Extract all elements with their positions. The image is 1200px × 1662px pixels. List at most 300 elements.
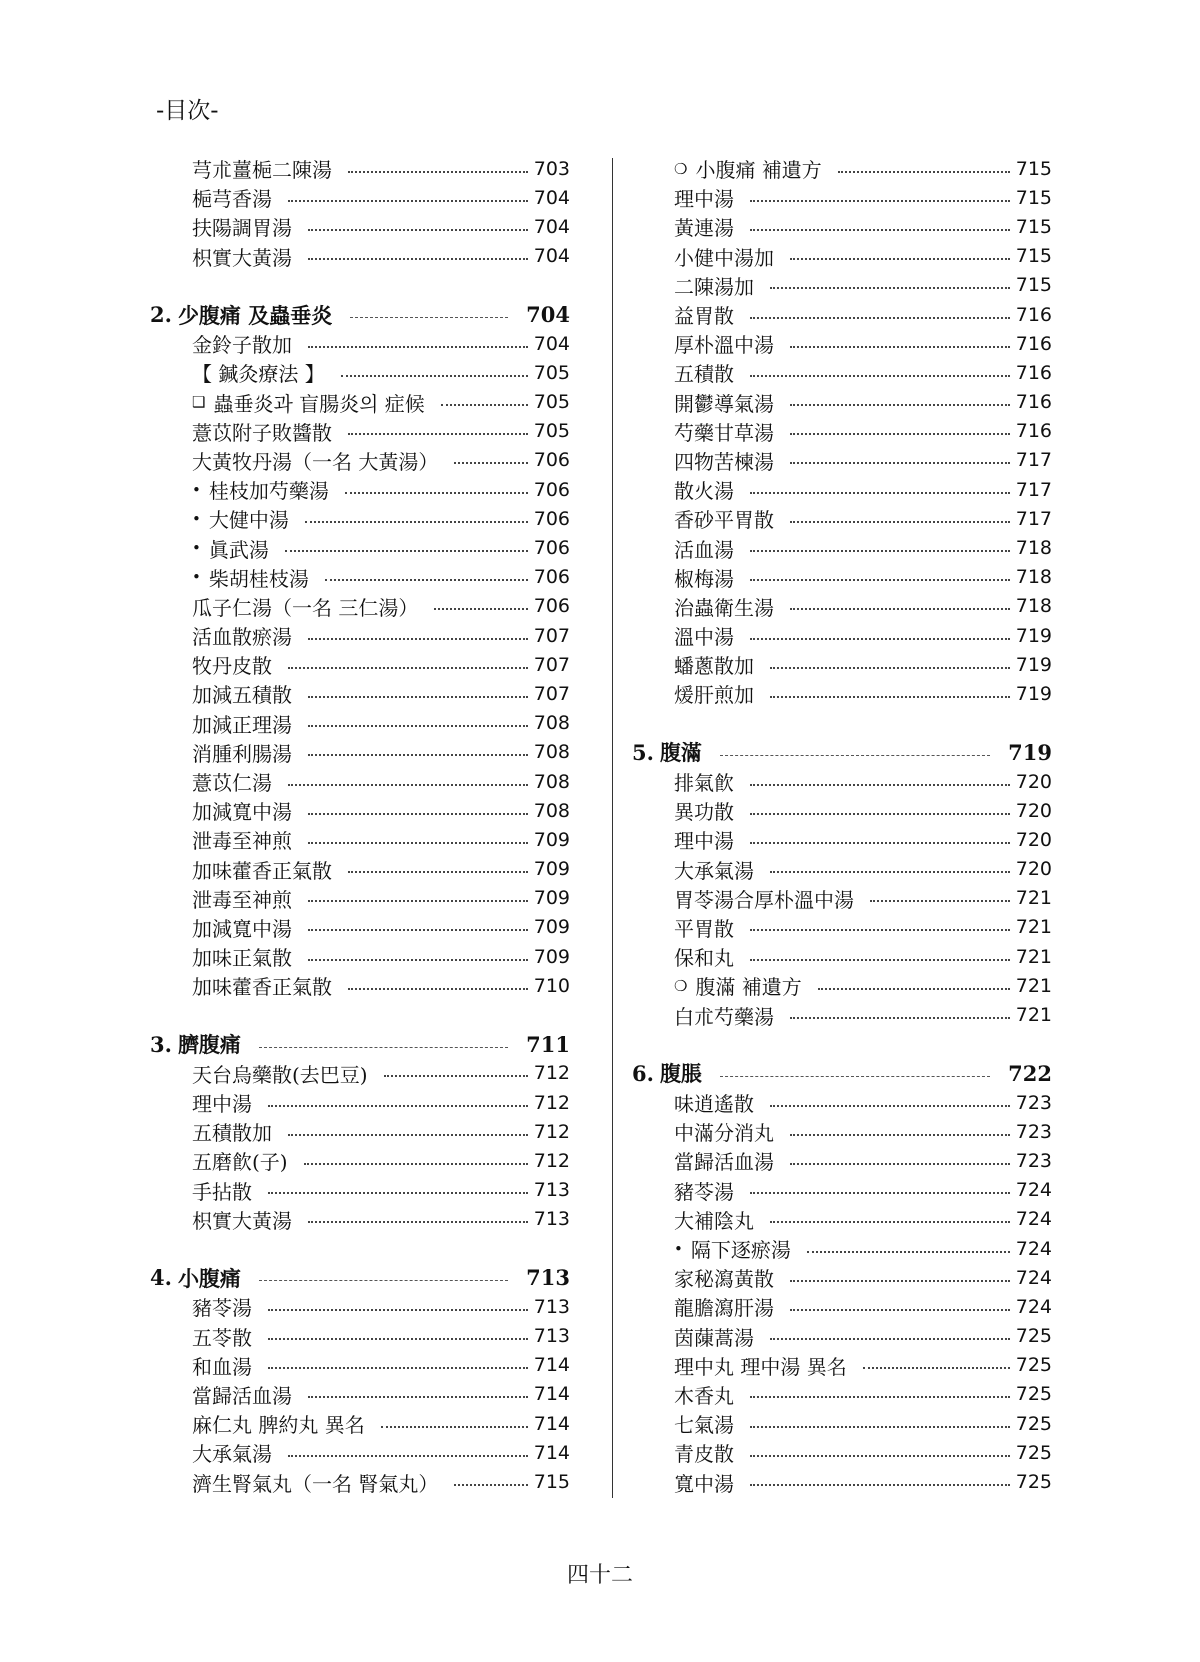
bullet-marker: • [192,480,201,499]
dot-leader [750,1192,1010,1194]
page-ref: 716 [1015,303,1052,326]
page-ref: 715 [1015,215,1052,238]
page-ref: 704 [533,245,570,268]
toc-entry [632,1292,1052,1321]
entry-name: 加味藿香正氣散 [192,858,332,883]
toc-entry [632,825,1052,854]
page-ref: 717 [1015,449,1052,472]
toc-entry [150,942,570,971]
bullet-marker: ❍ [674,976,688,995]
toc-entry [632,679,1052,708]
entry-name: 加味藿香正氣散 [192,975,332,1000]
entry-name: 加減寬中湯 [192,916,292,941]
entry-name: 芎朮薑梔二陳湯 [192,158,332,183]
dot-leader [308,900,528,902]
page-ref: 722 [1008,1060,1052,1086]
dot-leader [268,1105,528,1107]
toc-entry [632,971,1052,1000]
page-ref: 714 [533,1383,570,1406]
entry-name: 溫中湯 [674,625,734,650]
entry-name: 中滿分消丸 [674,1121,774,1146]
dot-leader [348,871,528,873]
dot-leader [348,988,528,990]
page-ref: 716 [1015,391,1052,414]
page-ref: 719 [1015,624,1052,647]
entry-name: 益胃散 [674,304,734,329]
dot-leader [750,929,1010,931]
dot-leader [288,1455,528,1457]
entry-name: 四物苦楝湯 [674,449,774,474]
dot-leader [750,375,1010,377]
entry-name: 二陳湯加 [674,274,754,299]
toc-entry [150,446,570,475]
toc-entry [150,1438,570,1467]
entry-name: 寬中湯 [674,1471,734,1496]
toc-entry [150,1322,570,1351]
dot-leader [304,1163,528,1165]
dot-leader [308,725,528,727]
entry-name: 豬苓湯 [674,1179,734,1204]
section-number: 5. [632,739,654,765]
entry-name: 味逍遙散 [674,1092,754,1117]
toc-entry [632,300,1052,329]
entry-name: 散火湯 [674,479,734,504]
entry-name: 隔下逐瘀湯 [690,1238,791,1263]
section-title: 少腹痛 及蟲垂炎 [177,302,333,328]
dot-leader [288,784,528,786]
page-ref: 725 [1015,1441,1052,1464]
page-ref: 715 [1015,157,1052,180]
page-ref: 720 [1015,828,1052,851]
toc-entry [632,271,1052,300]
page-ref: 708 [533,770,570,793]
toc-entry [150,329,570,358]
entry-name: 手拈散 [192,1179,252,1204]
page-ref: 721 [1015,916,1052,939]
page-ref: 706 [533,507,570,530]
page-ref: 714 [533,1412,570,1435]
page-number: 四十二 [566,1563,633,1588]
dot-leader [770,1221,1010,1223]
column-divider [612,158,613,1498]
entry-name: 桂枝加芍藥湯 [208,479,329,504]
entry-name: 泄毒至神煎 [192,829,292,854]
dot-leader [790,433,1010,435]
dot-leader [818,988,1010,990]
dot-leader [790,521,1010,523]
bullet-marker: ❑ [192,393,206,412]
toc-entry [632,1176,1052,1205]
page-ref: 715 [1015,245,1052,268]
toc-entry [632,796,1052,825]
page-ref: 723 [1015,1091,1052,1114]
entry-name: 大補陰丸 [674,1208,754,1233]
dot-leader [348,171,528,173]
entry-name: 加味正氣散 [192,946,292,971]
page-ref: 715 [1015,186,1052,209]
toc-entry [150,621,570,650]
dot-leader [348,433,528,435]
toc-entry [150,738,570,767]
page-ref: 709 [533,945,570,968]
page-ref: 706 [533,478,570,501]
page-ref: 706 [533,449,570,472]
toc-entry [632,1205,1052,1234]
page-ref: 717 [1015,507,1052,530]
entry-name: 煖肝煎加 [674,683,754,708]
entry-name: 治蟲衛生湯 [674,595,774,620]
page-ref: 725 [1015,1383,1052,1406]
page-ref: 724 [1015,1208,1052,1231]
dot-leader [308,842,528,844]
entry-name: 胃苓湯合厚朴溫中湯 [674,887,854,912]
page-ref: 724 [1015,1266,1052,1289]
dot-leader [838,171,1010,173]
dot-leader [381,1426,528,1428]
entry-name: 加減五積散 [192,683,292,708]
toc-entry [632,1117,1052,1146]
entry-name: 蟠蔥散加 [674,654,754,679]
page-ref: 723 [1015,1120,1052,1143]
entry-name: 大健中湯 [208,508,289,533]
page-ref: 714 [533,1441,570,1464]
toc-entry [632,329,1052,358]
dot-leader [259,1047,508,1048]
entry-name: 黃連湯 [674,216,734,241]
entry-name: 柴胡桂枝湯 [208,566,309,591]
dot-leader [750,1484,1010,1486]
page-ref: 709 [533,828,570,851]
dot-leader [305,521,528,523]
toc-entry [150,679,570,708]
toc-entry [150,1409,570,1438]
dot-leader [308,696,528,698]
page-ref: 712 [533,1120,570,1143]
toc-entry [632,1351,1052,1380]
toc-entry [150,1351,570,1380]
dot-leader [790,462,1010,464]
toc-entry [150,592,570,621]
entry-name: 木香丸 [674,1383,734,1408]
page-ref: 708 [533,799,570,822]
toc-left-column [150,154,570,1497]
entry-name: 五積散 [674,362,734,387]
dot-leader [750,317,1010,319]
dot-leader [341,375,528,377]
dot-leader [350,317,508,318]
page-ref: 725 [1015,1471,1052,1494]
page-ref: 715 [1015,274,1052,297]
toc-entry [150,855,570,884]
entry-name: 枳實大黃湯 [192,245,292,270]
page-ref: 709 [533,858,570,881]
toc-entry [150,212,570,241]
entry-name: 加減寬中湯 [192,800,292,825]
page-ref: 706 [533,595,570,618]
toc-right-column [632,154,1052,1497]
dot-leader [770,871,1010,873]
page-ref: 710 [533,974,570,997]
toc-entry [150,242,570,271]
page-ref: 724 [1015,1237,1052,1260]
toc-entry [150,1292,570,1321]
section-title: 小腹痛 [177,1265,241,1291]
entry-name: 天台烏藥散(去巴豆) [192,1062,368,1087]
entry-name: 理中丸 理中湯 異名 [674,1354,847,1379]
page-ref: 721 [1015,945,1052,968]
page-ref: 718 [1015,595,1052,618]
toc-entry [150,417,570,446]
dot-leader [770,1338,1010,1340]
dot-leader [750,1396,1010,1398]
page-ref: 719 [1015,682,1052,705]
page-ref: 721 [1015,974,1052,997]
dot-leader [790,258,1010,260]
dot-leader [454,462,527,464]
entry-name: 當歸活血湯 [674,1150,774,1175]
section-gap [150,271,570,300]
entry-name: 龍膽瀉肝湯 [674,1296,774,1321]
entry-name: 和血湯 [192,1354,252,1379]
entry-name: 保和丸 [674,946,734,971]
page-ref: 704 [533,215,570,238]
entry-name: 瓜子仁湯（一名 三仁湯） [192,595,419,620]
entry-name: 厚朴溫中湯 [674,333,774,358]
entry-name: 理中湯 [674,187,734,212]
toc-entry [150,650,570,679]
page-ref: 720 [1015,858,1052,881]
entry-name: 理中湯 [674,829,734,854]
entry-name: 活血湯 [674,537,734,562]
toc-entry [632,533,1052,562]
page-ref: 712 [533,1062,570,1085]
dot-leader [345,492,528,494]
page-ref: 725 [1015,1325,1052,1348]
toc-entry [632,475,1052,504]
toc-entry [632,446,1052,475]
entry-name: 異功散 [674,800,734,825]
page-ref: 718 [1015,566,1052,589]
toc-entry [632,1146,1052,1175]
entry-name: 扶陽調胃湯 [192,216,292,241]
section-gap [632,709,1052,738]
toc-section-heading [632,1059,1052,1088]
toc-entry [632,1380,1052,1409]
page-ref: 708 [533,741,570,764]
page-ref: 707 [533,653,570,676]
toc-entry [150,1380,570,1409]
toc-entry [632,212,1052,241]
toc-entry [632,942,1052,971]
entry-name: 小腹痛 補遺方 [695,158,822,183]
dot-leader [268,1192,528,1194]
dot-leader [288,200,528,202]
dot-leader [434,608,527,610]
entry-name: 蟲垂炎과 盲腸炎의 症候 [213,391,425,416]
entry-name: 濟生腎氣丸（一名 腎氣丸） [192,1471,439,1496]
page-header: -目次- [156,98,219,124]
dot-leader [259,1280,508,1281]
page-ref: 705 [533,361,570,384]
entry-name: 薏苡附子敗醬散 [192,420,332,445]
toc-entry [632,1467,1052,1496]
page-ref: 725 [1015,1412,1052,1435]
toc-entry [150,154,570,183]
entry-name: 七氣湯 [674,1413,734,1438]
toc-entry [150,1059,570,1088]
dot-leader [790,608,1010,610]
page-ref: 713 [526,1265,570,1291]
entry-name: 大承氣湯 [192,1442,272,1467]
toc-entry [632,1088,1052,1117]
dot-leader [288,1134,528,1136]
toc-entry [632,1409,1052,1438]
section-number: 3. [150,1031,172,1057]
entry-name: 大黃牧丹湯（一名 大黃湯） [192,449,439,474]
bullet-marker: ❍ [674,159,688,178]
toc-entry [150,1467,570,1496]
page-ref: 716 [1015,332,1052,355]
dot-leader [308,959,528,961]
toc-entry [150,1176,570,1205]
page-ref: 717 [1015,478,1052,501]
dot-leader [308,754,528,756]
dot-leader [308,1396,528,1398]
entry-name: 加減正理湯 [192,712,292,737]
page-ref: 725 [1015,1354,1052,1377]
toc-entry [150,388,570,417]
toc-entry [632,417,1052,446]
page-ref: 707 [533,682,570,705]
page-ref: 724 [1015,1179,1052,1202]
entry-name: 大承氣湯 [674,858,754,883]
entry-name: 枳實大黃湯 [192,1208,292,1233]
dot-leader [750,550,1010,552]
toc-entry [150,1117,570,1146]
toc-entry [632,388,1052,417]
dot-leader [790,1163,1010,1165]
toc-entry [632,1322,1052,1351]
toc-entry [150,796,570,825]
toc-section-heading [150,300,570,329]
toc-entry [632,1438,1052,1467]
entry-name: 芍藥甘草湯 [674,420,774,445]
toc-entry [150,884,570,913]
entry-name: 消腫利腸湯 [192,741,292,766]
dot-leader [790,404,1010,406]
entry-name: 五積散加 [192,1121,272,1146]
entry-name: 排氣飮 [674,771,734,796]
dot-leader [308,346,528,348]
section-gap [632,1030,1052,1059]
entry-name: 薏苡仁湯 [192,771,272,796]
page-ref: 709 [533,916,570,939]
toc-entry [632,1263,1052,1292]
toc-entry [632,563,1052,592]
page-ref: 704 [533,332,570,355]
dot-leader [790,1309,1010,1311]
page-ref: 713 [533,1325,570,1348]
toc-entry [632,650,1052,679]
page-ref: 719 [1015,653,1052,676]
toc-entry [150,504,570,533]
dot-leader [790,1280,1010,1282]
dot-leader [870,900,1010,902]
page-ref: 705 [533,420,570,443]
entry-name: 香砂平胃散 [674,508,774,533]
dot-leader [308,929,528,931]
entry-name: 小健中湯加 [674,245,774,270]
dot-leader [268,1367,528,1369]
toc-entry [632,242,1052,271]
entry-name: 牧丹皮散 [192,654,272,679]
bullet-marker: • [192,539,201,558]
dot-leader [308,229,528,231]
page-ref: 705 [533,391,570,414]
toc-entry [632,154,1052,183]
dot-leader [750,200,1010,202]
toc-entry [150,563,570,592]
dot-leader [308,813,528,815]
section-gap [150,1234,570,1263]
toc-entry [632,592,1052,621]
dot-leader [720,755,990,756]
toc-entry [632,767,1052,796]
dot-leader [441,404,528,406]
page-ref: 721 [1015,1004,1052,1027]
entry-name: 青皮散 [674,1442,734,1467]
toc-entry [150,1088,570,1117]
toc-entry [632,913,1052,942]
toc-entry [150,358,570,387]
entry-name: 開鬱導氣湯 [674,391,774,416]
entry-name: 白朮芍藥湯 [674,1004,774,1029]
toc-entry [150,183,570,212]
dot-leader [308,258,528,260]
page-ref: 711 [526,1031,570,1057]
entry-name: 泄毒至神煎 [192,887,292,912]
dot-leader [285,550,528,552]
page-ref: 724 [1015,1295,1052,1318]
page-ref: 708 [533,712,570,735]
toc-entry [632,855,1052,884]
entry-name: 家秘瀉黃散 [674,1267,774,1292]
dot-leader [750,1426,1010,1428]
page-ref: 716 [1015,361,1052,384]
entry-name: 茵蔯蒿湯 [674,1325,754,1350]
dot-leader [770,667,1010,669]
page-ref: 704 [526,302,570,328]
toc-entry [150,1146,570,1175]
page-ref: 713 [533,1208,570,1231]
toc-entry [150,971,570,1000]
entry-name: 當歸活血湯 [192,1383,292,1408]
dot-leader [863,1367,1010,1369]
entry-name: 椒梅湯 [674,566,734,591]
dot-leader [770,287,1010,289]
page-ref: 712 [533,1091,570,1114]
toc-section-heading [150,1263,570,1292]
dot-leader [454,1484,527,1486]
dot-leader [790,1017,1010,1019]
toc-entry [632,1234,1052,1263]
page-ref: 716 [1015,420,1052,443]
page-ref: 707 [533,624,570,647]
entry-name: 理中湯 [192,1092,252,1117]
section-title: 臍腹痛 [177,1032,241,1058]
section-number: 2. [150,302,172,328]
dot-leader [750,959,1010,961]
